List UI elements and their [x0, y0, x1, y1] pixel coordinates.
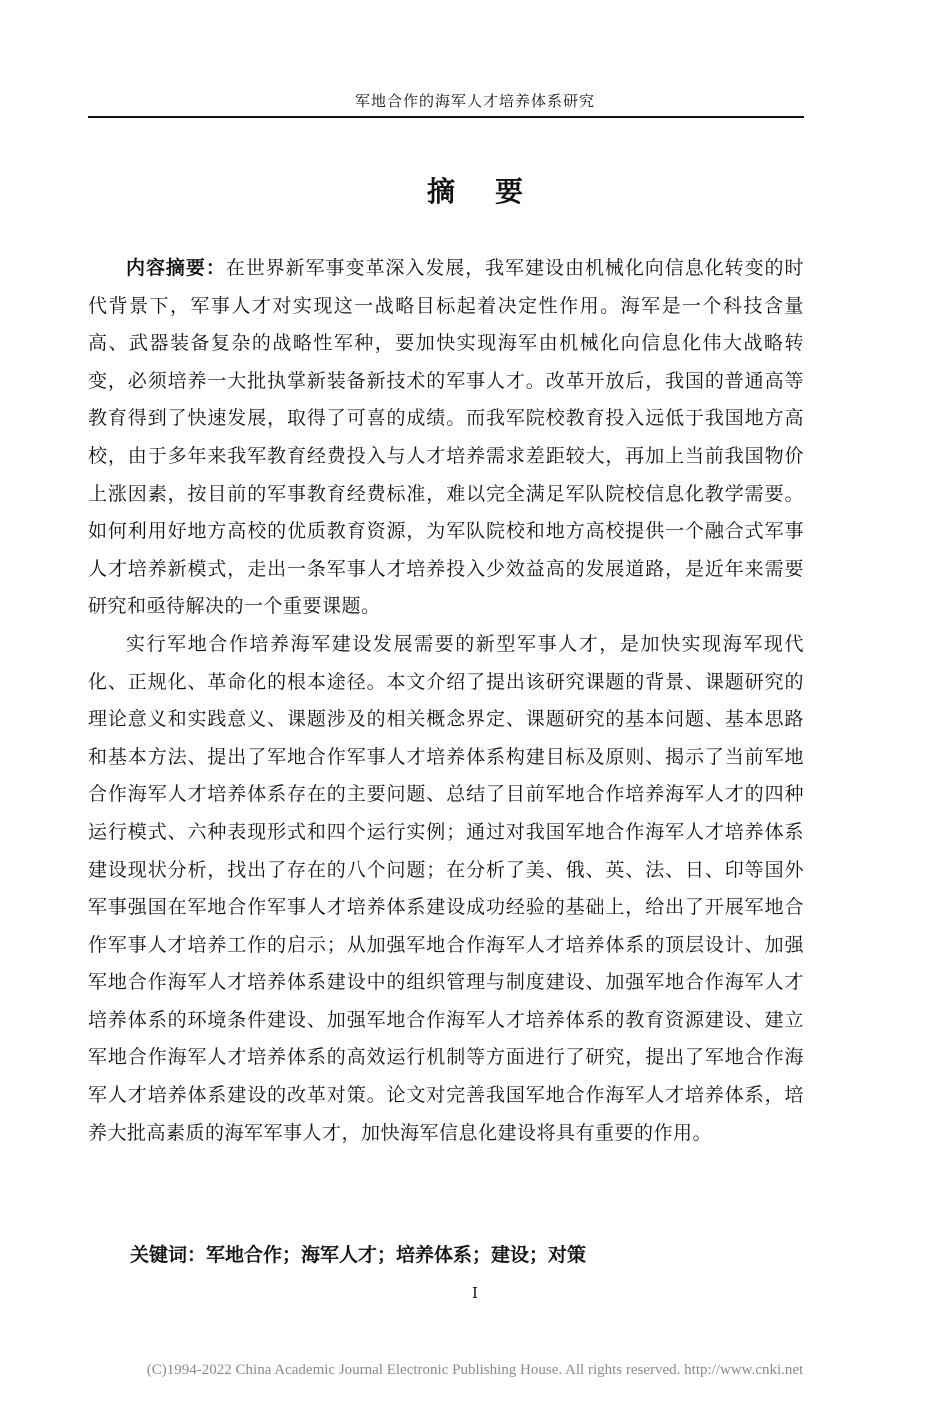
abstract-paragraph-1 [88, 250, 804, 626]
copyright-footer: (C)1994-2022 China Academic Journal Electronic Publishing House. All rights reserved. http://www.cnki.net [146, 1362, 804, 1378]
abstract-paragraph-2: 实行军地合作培养海军建设发展需要的新型军事人才，是加快实现海军现代化、正规化、革命化的根本途径。本文介绍了提出该研究课题的背景、课题研究的理论意义和实践意义、课题涉及的相关概念界定、课题研究的基本问题、基本思路和基本方法、提出了军地合作军事人才培养体系构建目标及原则、揭示了当前军地合作海军人才培养体系存在的主要问题、总结了目前军地合作培养海军人才的四种运行模式、六种表现形式和四个运行实例；通过对我国军地合作海军人才培养体系建设现状分析，找出了存在的八个问题；在分析了美、俄、英、法、日、印等国外军事强国在军地合作军事人才培养体系建设成功经验的基础上，给出了开展军地合作军事人才培养工作的启示；从加强军地合作海军人才培养体系的顶层设计、加强军地合作海军人才培养体系建设中的组织管理与制度建设、加强军地合作海军人才培养体系的环境条件建设、加强军地合作海军人才培养体系的教育资源建设、建立军地合作海军人才培养体系的高效运行机制等方面进行了研究，提出了军地合作海军人才培养体系建设的改革对策。论文对完善我国军地合作海军人才培养体系，培养大批高素质的海军军事人才，加快海军信息化建设将具有重要的作用。 [88, 632, 804, 1144]
abstract-body [88, 250, 804, 1152]
abstract-label: 内容摘要： [126, 257, 226, 279]
running-header: 军地合作的海军人才培养体系研究 [354, 92, 595, 110]
header-rule [88, 116, 804, 118]
abstract-paragraph-1-text: 在世界新军事变革深入发展，我军建设由机械化向信息化转变的时代背景下，军事人才对实现这一战略目标起着决定性作用。海军是一个科技含量高、武器装备复杂的战略性军种，要加快实现海军由机械化向信息化伟大战略转变，必须培养一大批执掌新装备新技术的军事人才。改革开放后，我国的普通高等教育得到了快速发展，取得了可喜的成绩。而我军院校教育投入远低于我国地方高校，由于多年来我军教育经费投入与人才培养需求差距较大，再加上当前我国物价上涨因素，按目前的军事教育经费标准，难以完全满足军队院校信息化教学需要。如何利用好地方高校的优质教育资源，为军队院校和地方高校提供一个融合式军事人才培养新模式，走出一条军事人才培养投入少效益高的发展道路，是近年来需要研究和亟待解决的一个重要课题。 [88, 257, 804, 618]
abstract-title: 摘要 [426, 175, 563, 208]
keywords: 关键词：军地合作；海军人才；培养体系；建设；对策 [130, 1244, 587, 1266]
page-number: I [472, 1284, 478, 1302]
